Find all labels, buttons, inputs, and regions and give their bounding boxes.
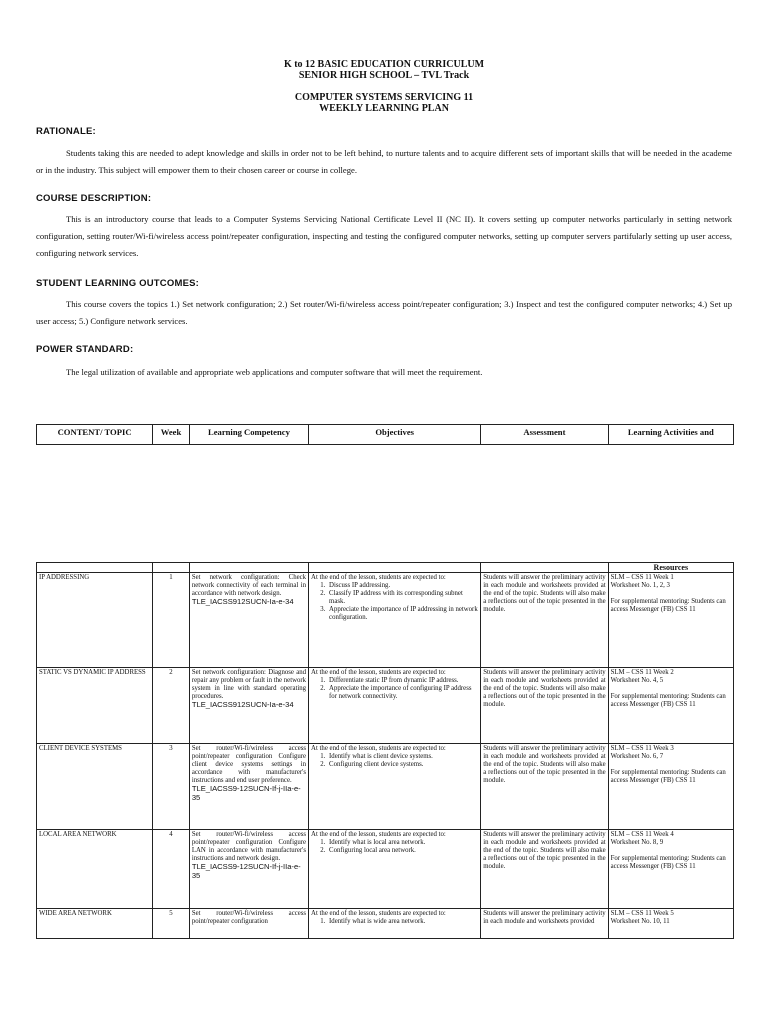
resource-mentoring: For supplemental mentoring: Students can access Messenger (FB) CSS 11 — [610, 855, 726, 871]
rationale-body: Students taking this are needed to adept knowledge and skills in order not to be left behind, to nurture talents and to acquire different sets of important skills that will be needed in the academe or in the industry. This subject will empower them to their chosen career or course in college. — [36, 148, 732, 175]
competency-cell — [189, 909, 308, 939]
learning-outcomes-text — [36, 296, 732, 330]
objectives-intro: At the end of the lesson, students are expected to: — [311, 745, 446, 752]
assessment-cell: Students will answer the preliminary activity in each module and worksheets provided at the end of the topic. Students will also make a reflections out of the topic presented in the module. — [481, 668, 608, 744]
week-cell: 2 — [153, 668, 190, 744]
resource-mentoring: For supplemental mentoring: Students can access Messenger (FB) CSS 11 — [610, 769, 726, 785]
objective-item: 2. Appreciate the importance of configuring IP address for network connectivity. — [327, 685, 478, 701]
weekly-plan-table — [36, 562, 734, 939]
topic-cell: LOCAL AREA NETWORK — [37, 830, 153, 909]
objectives-intro: At the end of the lesson, students are expected to: — [311, 910, 446, 917]
header-assessment: Assessment — [481, 425, 608, 445]
objective-item: 1. Discuss IP addressing. — [327, 582, 478, 590]
objectives-list — [311, 753, 478, 769]
objective-item: 2. Configuring client device systems. — [327, 761, 478, 769]
objectives-intro: At the end of the lesson, students are expected to: — [311, 574, 446, 581]
resources-cell — [608, 744, 733, 830]
objectives-cell — [309, 909, 481, 939]
resource-worksheet: Worksheet No. 1, 2, 3 — [610, 582, 670, 590]
table-row — [37, 909, 734, 939]
course-description-body: This is an introductory course that leads to a Computer Systems Servicing National Certificate Level II (NC II). It covers setting up computer networks particularly in setting network configuration, setting router/Wi-fi/wireless access point/repeater configuration, inspecting and testing the configured computer networks, setting up computer servers partifularly setting up user access, configuring network services. — [36, 214, 732, 258]
competency-text: Set network configuration: Diagnose and repair any problem or fault in the network system in line with standard operating procedures. — [191, 669, 307, 701]
resource-worksheet: Worksheet No. 4, 5 — [610, 677, 664, 685]
rationale-heading: RATIONALE: — [36, 126, 96, 137]
learning-outcomes-heading: STUDENT LEARNING OUTCOMES: — [36, 278, 200, 289]
plan-header-table — [36, 424, 734, 445]
power-standard-text — [36, 364, 732, 381]
assessment-cell: Students will answer the preliminary activity in each module and worksheets provided at the end of the topic. Students will also make a reflections out of the topic presented in the module. — [481, 573, 608, 668]
resource-mentoring: For supplemental mentoring: Students can access Messenger (FB) CSS 11 — [610, 598, 726, 614]
week-cell: 5 — [153, 909, 190, 939]
topic-cell: WIDE AREA NETWORK — [37, 909, 153, 939]
resources-cell — [608, 830, 733, 909]
table-row — [37, 573, 734, 668]
resource-worksheet: Worksheet No. 6, 7 — [610, 753, 664, 761]
resources-cell — [608, 668, 733, 744]
doc-title-line1: K to 12 BASIC EDUCATION CURRICULUM — [283, 59, 485, 70]
resource-module: SLM – CSS 11 Week 1 — [610, 574, 674, 581]
objectives-cell — [309, 668, 481, 744]
resource-worksheet: Worksheet No. 8, 9 — [610, 839, 664, 847]
objective-item: 1. Identify what is client device systems. — [327, 753, 478, 761]
objectives-cell — [309, 573, 481, 668]
rationale-text — [36, 145, 732, 179]
competency-cell — [189, 573, 308, 668]
doc-title-line3: COMPUTER SYSTEMS SERVICING 11 — [294, 92, 474, 103]
course-description-heading: COURSE DESCRIPTION: — [36, 193, 152, 204]
resources-header-row — [37, 563, 734, 573]
competency-code: TLE_IACSS9-12SUCN-If-j-IIa-e-35 — [191, 784, 301, 803]
resources-cell — [608, 909, 733, 939]
table-row — [37, 668, 734, 744]
resource-spacer — [611, 685, 731, 693]
header-learning-activities: Learning Activities and — [608, 425, 733, 445]
competency-cell — [189, 830, 308, 909]
competency-text: Set router/Wi-fi/wireless access point/repeater configuration Configure LAN in accordance with manufacturer's instructions and network design. — [191, 831, 307, 863]
resource-spacer — [611, 590, 731, 598]
objective-item: 2. Classify IP address with its corresponding subnet mask. — [327, 590, 478, 606]
header-week: Week — [153, 425, 190, 445]
power-standard-body: The legal utilization of available and appropriate web applications and computer software that will meet the requirement. — [66, 367, 483, 377]
competency-text: Set router/Wi-fi/wireless access point/repeater configuration Configure client device systems settings in accordance with manufacturer's instructions and end user preference. — [191, 745, 307, 785]
competency-code: TLE_IACSS912SUCN-Ia-e-34 — [191, 597, 294, 607]
objectives-intro: At the end of the lesson, students are expected to: — [311, 669, 446, 676]
assessment-cell: Students will answer the preliminary activity in each module and worksheets provided — [481, 909, 608, 939]
assessment-cell: Students will answer the preliminary activity in each module and worksheets provided at the end of the topic. Students will also make a reflections out of the topic presented in the module. — [481, 830, 608, 909]
competency-cell — [189, 744, 308, 830]
objective-item: 2. Configuring local area network. — [327, 847, 478, 855]
rationale-heading-text: RATIONALE — [36, 126, 93, 137]
objectives-cell — [309, 830, 481, 909]
topic-cell: STATIC VS DYNAMIC IP ADDRESS — [37, 668, 153, 744]
assessment-cell: Students will answer the preliminary activity in each module and worksheets provided at the end of the topic. Students will also make a reflections out of the topic presented in the module. — [481, 744, 608, 830]
power-standard-heading-text: POWER STANDARD — [36, 344, 130, 355]
resource-module: SLM – CSS 11 Week 5 — [610, 910, 674, 917]
doc-title-line4: WEEKLY LEARNING PLAN — [319, 103, 449, 114]
week-cell: 3 — [153, 744, 190, 830]
objectives-list — [311, 839, 478, 855]
week-cell: 4 — [153, 830, 190, 909]
resource-module: SLM – CSS 11 Week 2 — [610, 669, 674, 676]
header-learning-competency: Learning Competency — [189, 425, 308, 445]
objective-item: 3. Appreciate the importance of IP addressing in network configuration. — [327, 606, 478, 622]
header-resources: Resources — [608, 563, 733, 573]
course-description-text — [36, 211, 732, 262]
resource-mentoring: For supplemental mentoring: Students can access Messenger (FB) CSS 11 — [610, 693, 726, 709]
objectives-cell — [309, 744, 481, 830]
competency-text: Set network configuration: Check network connectivity of each terminal in accordance with network design. — [191, 574, 307, 598]
learning-outcomes-body: This course covers the topics 1.) Set network configuration; 2.) Set router/Wi-fi/wireless access point/repeater configuration; 3.) Inspect and test the configured computer networks; 4.) Set up user access; 5.) Configure network services. — [36, 299, 732, 326]
doc-title-line2: SENIOR HIGH SCHOOL – TVL Track — [298, 70, 470, 81]
competency-text: Set router/Wi-fi/wireless access point/repeater configuration — [191, 910, 307, 926]
objective-item: 1. Identify what is local area network. — [327, 839, 478, 847]
objective-item: 1. Differentiate static IP from dynamic IP address. — [327, 677, 478, 685]
table-row — [37, 744, 734, 830]
competency-cell — [189, 668, 308, 744]
objectives-intro: At the end of the lesson, students are expected to: — [311, 831, 446, 838]
objectives-list — [311, 582, 478, 622]
week-cell: 1 — [153, 573, 190, 668]
resources-cell — [608, 573, 733, 668]
table-row — [37, 830, 734, 909]
resource-spacer — [611, 847, 731, 855]
resource-module: SLM – CSS 11 Week 4 — [610, 831, 674, 838]
competency-code: TLE_IACSS912SUCN-Ia-e-34 — [191, 700, 294, 710]
objective-item: 1. Identify what is wide area network. — [327, 918, 478, 926]
header-objectives: Objectives — [309, 425, 481, 445]
resource-worksheet: Worksheet No. 10, 11 — [610, 918, 670, 926]
competency-code: TLE_IACSS9-12SUCN-If-j-IIa-e-35 — [191, 862, 301, 880]
resource-spacer — [611, 761, 731, 769]
power-standard-heading: POWER STANDARD: — [36, 344, 134, 355]
header-content-topic: CONTENT/ TOPIC — [37, 425, 153, 445]
course-description-heading-text: COURSE DESCRIPTION — [36, 193, 148, 204]
topic-cell: IP ADDRESSING — [37, 573, 153, 668]
learning-outcomes-heading-text: STUDENT LEARNING OUTCOMES — [36, 278, 196, 289]
objectives-list — [311, 918, 478, 926]
resource-module: SLM – CSS 11 Week 3 — [610, 745, 674, 752]
topic-cell: CLIENT DEVICE SYSTEMS — [37, 744, 153, 830]
objectives-list — [311, 677, 478, 701]
